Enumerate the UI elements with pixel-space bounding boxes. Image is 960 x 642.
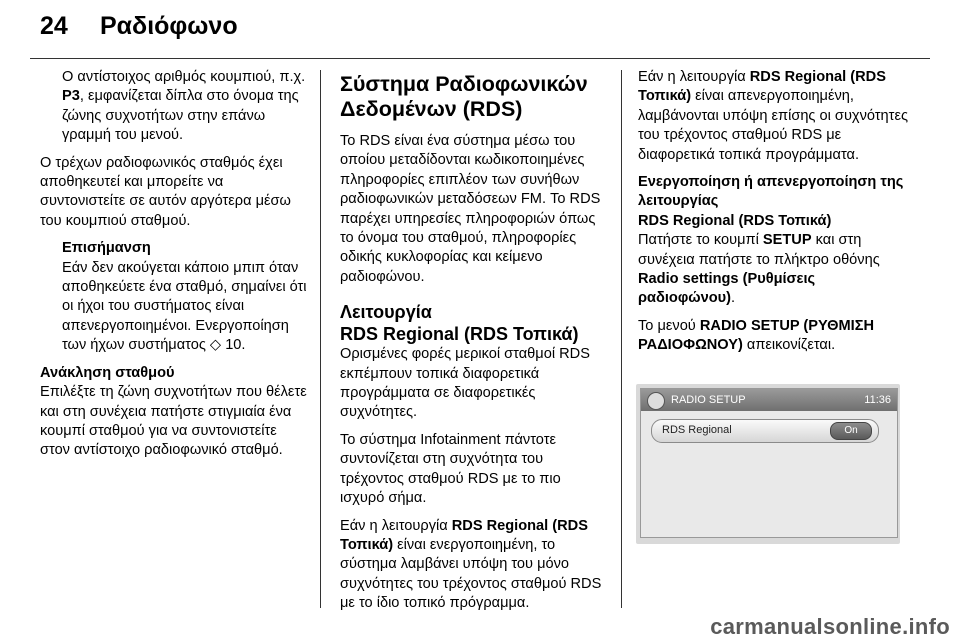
subsection-heading: Λειτουργία xyxy=(340,302,432,323)
screen-display xyxy=(640,388,898,538)
screen-clock: 11:36 xyxy=(864,394,891,406)
paragraph: Το RDS είναι ένα σύστημα μέσω του οποίου μεταδίδονται κωδικοποιημένες πληροφορίες επιπλέον των συνήθων ραδιοφωνικών μεταδόσεων FM. Το RDS παρέχει υπηρεσίες πληροφοριών όπως το όνομα του σταθμού, πληροφορίες οδικής κυκλοφορίας και κείμενο ραδιοφώνου. xyxy=(340,133,601,285)
page-header xyxy=(40,12,238,41)
note-text: Εάν δεν ακούγεται κάποιο μπιπ όταν αποθηκεύετε ένα σταθμό, σημαίνει ότι οι ήχοι του συστήματος είναι απενεργοποιημένοι. Ενεργοποίηση των ήχων συστήματος ◇ 10. xyxy=(62,259,307,354)
section-heading: RDS Regional (RDS Τοπικά) xyxy=(638,212,832,229)
screen-title-bar xyxy=(641,389,897,411)
paragraph: Πατήστε το κουμπί SETUP και στη συνέχεια πατήστε το πλήκτρο οθόνης Radio settings (Ρυθμίσεις ραδιοφώνου). xyxy=(638,232,880,307)
column-divider xyxy=(621,70,622,608)
note-title: Επισήμανση xyxy=(62,240,151,257)
paragraph: Το μενού RADIO SETUP (ΡΥΘΜΙΣΗ ΡΑΔΙΟΦΩΝΟΥ) απεικονίζεται. xyxy=(638,317,875,354)
column-2 xyxy=(340,68,606,622)
column-3 xyxy=(638,68,910,364)
paragraph: Ο αντίστοιχος αριθμός κουμπιού, π.χ. P3, εμφανίζεται δίπλα στο όνομα της ζώνης συχνοτήτων στην επάνω γραμμή του μενού. xyxy=(62,69,306,144)
subsection-heading: RDS Regional (RDS Τοπικά) xyxy=(340,324,579,345)
section-title: Σύστημα Ραδιοφωνικών Δεδομένων (RDS) xyxy=(340,72,588,121)
rds-regional-row xyxy=(651,419,879,443)
section-heading: Ενεργοποίηση ή απενεργοποίηση της λειτουργίας xyxy=(638,174,904,210)
paragraph: Εάν η λειτουργία RDS Regional (RDS Τοπικά) είναι ενεργοποιημένη, το σύστημα λαμβάνει υπόψη του μόνο συχνότητες του τρέχοντος σταθμού RDS με το ίδιο τοπικό πρόγραμμα. xyxy=(340,517,602,612)
column-1 xyxy=(40,68,308,469)
column-divider xyxy=(320,70,321,608)
paragraph: Ο τρέχων ραδιοφωνικός σταθμός έχει αποθηκευτεί και μπορείτε να συντονιστείτε σε αυτόν αργότερα μέσω του κουμπιού σταθμού. xyxy=(40,154,291,229)
note xyxy=(40,239,308,355)
radio-setup-screenshot xyxy=(636,384,900,544)
page-title: Ραδιόφωνο xyxy=(100,12,238,40)
radio-icon xyxy=(647,392,665,410)
section-heading: Ανάκληση σταθμού xyxy=(40,364,175,381)
screen-title: RADIO SETUP xyxy=(671,394,746,406)
rds-regional-toggle: On xyxy=(830,422,872,440)
paragraph: Το σύστημα Infotainment πάντοτε συντονίζεται στη συχνότητα του τρέχοντος σταθμού RDS με το πιο ισχυρό σήμα. xyxy=(340,431,561,507)
paragraph: Εάν η λειτουργία RDS Regional (RDS Τοπικά) είναι απενεργοποιημένη, λαμβάνονται υπόψη επίσης οι συχνότητες του τρέχοντος σταθμού RDS με διαφορετικά τοπικά προγράμματα. xyxy=(638,69,908,163)
paragraph: Ορισμένες φορές μερικοί σταθμοί RDS εκπέμπουν τοπικά διαφορετικά προγράμματα σε διαφορετικές συχνότητες. xyxy=(340,346,590,421)
watermark: carmanualsonline.info xyxy=(710,614,950,639)
header-rule xyxy=(30,58,930,59)
page-number: 24 xyxy=(40,12,68,40)
paragraph: Επιλέξτε τη ζώνη συχνοτήτων που θέλετε και στη συνέχεια πατήστε στιγμιαία ένα κουμπί σταθμού για να συντονιστείτε στον αντίστοιχο ραδιοφωνικό σταθμό. xyxy=(40,384,307,459)
rds-regional-label: RDS Regional xyxy=(662,424,732,436)
